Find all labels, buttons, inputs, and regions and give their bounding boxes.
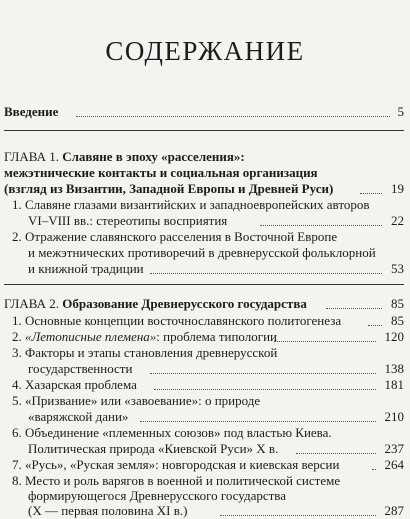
entry-number: 8. — [12, 473, 22, 488]
entry-text: Основные концепции восточнославянского политогенеза — [25, 313, 342, 328]
toc-entry-1-2-line-3 — [28, 261, 404, 277]
section-divider — [4, 284, 404, 285]
toc-entry-2-5-line-2 — [28, 409, 404, 425]
entry-text-italic: «Летописные племена» — [25, 329, 157, 344]
leader-dots — [150, 273, 382, 274]
entry-label: Введение — [4, 104, 59, 119]
entry-text: Славяне глазами византийских и западноевропейских авторов — [25, 197, 370, 212]
toc-entry-1-1-line-2 — [28, 213, 404, 229]
chapter-prefix: ГЛАВА 2. — [4, 296, 63, 311]
entry-number: 6. — [12, 425, 22, 440]
section-divider — [4, 130, 404, 131]
page-number: 120 — [384, 329, 404, 344]
entry-number: 5. — [12, 393, 22, 408]
toc-entry-2-2 — [12, 329, 404, 345]
leader-dots — [274, 341, 376, 342]
chapter-1-title-line-2: межэтнические контакты и социальная организация — [4, 165, 318, 180]
toc-entry-1-2 — [12, 229, 404, 245]
page-number: 85 — [391, 313, 404, 328]
leader-dots — [150, 373, 376, 374]
entry-text: государственности — [28, 361, 133, 376]
toc-entry-2-3-line-2 — [28, 361, 404, 377]
toc-entry-2-6 — [12, 425, 404, 441]
chapter-1-title-line-3 — [4, 181, 404, 197]
chapter-1-heading — [4, 149, 404, 165]
page-number: 22 — [391, 213, 404, 228]
chapter-title-line: Славяне в эпоху «расселения»: — [62, 149, 245, 164]
entry-text: Отражение славянского расселения в Восточной Европе — [25, 229, 338, 244]
toc-entry-2-3 — [12, 345, 404, 361]
toc-entry-1-2-line-2: и межэтнических противоречий в древнерусской фольклорной — [28, 245, 376, 260]
toc-entry-1-1 — [12, 197, 404, 213]
entry-text: и книжной традиции — [28, 261, 144, 276]
toc-entry-introduction — [4, 104, 404, 120]
page-number: 287 — [384, 503, 404, 518]
entry-text: Объединение «племенных союзов» под властью Киева. — [25, 425, 332, 440]
leader-dots — [326, 308, 382, 309]
chapter-2-heading — [4, 296, 404, 312]
leader-dots — [154, 389, 376, 390]
entry-number: 3. — [12, 345, 22, 360]
leader-dots — [368, 325, 382, 326]
entry-text: «Призвание» или «завоевание»: о природе — [25, 393, 261, 408]
leader-dots — [76, 116, 390, 117]
chapter-title-line: Образование Древнерусского государства — [62, 296, 307, 311]
leader-dots — [220, 515, 376, 516]
leader-dots — [372, 469, 376, 470]
page-number: 237 — [384, 441, 404, 456]
toc-entry-2-7 — [12, 457, 404, 473]
entry-number: 1. — [12, 197, 22, 212]
page-number: 85 — [391, 296, 404, 311]
toc-entry-2-1 — [12, 313, 404, 329]
entry-text: Факторы и этапы становления древнерусской — [25, 345, 278, 360]
entry-text: «варяжской дани» — [28, 409, 129, 424]
chapter-title-line: (взгляд из Византии, Западной Европы и Древней Руси) — [4, 181, 334, 196]
toc-entry-2-8 — [12, 473, 404, 489]
page-number: 138 — [384, 361, 404, 376]
toc-entry-2-8-line-3 — [28, 503, 404, 519]
page-number: 5 — [397, 104, 404, 119]
entry-number: 2. — [12, 329, 22, 344]
page-number: 19 — [391, 181, 404, 196]
entry-number: 7. — [12, 457, 22, 472]
leader-dots — [360, 193, 382, 194]
entry-number: 1. — [12, 313, 22, 328]
entry-number: 4. — [12, 377, 22, 392]
leader-dots — [140, 421, 376, 422]
toc-entry-2-4 — [12, 377, 404, 393]
chapter-prefix: ГЛАВА 1. — [4, 149, 63, 164]
page-number: 181 — [384, 377, 404, 392]
entry-text: : проблема типологии — [156, 329, 277, 344]
toc-entry-2-5 — [12, 393, 404, 409]
entry-text: Политическая природа «Киевской Руси» X в. — [28, 441, 279, 456]
entry-text: «Русь», «Руская земля»: новгородская и киевская версии — [25, 457, 340, 472]
entry-text: Хазарская проблема — [25, 377, 137, 392]
page-number: 264 — [384, 457, 404, 472]
page-number: 53 — [391, 261, 404, 276]
page-title: СОДЕРЖАНИЕ — [105, 36, 305, 66]
entry-text: Место и роль варягов в военной и политической системе — [25, 473, 341, 488]
entry-number: 2. — [12, 229, 22, 244]
toc-entry-2-8-line-2: формирующегося Древнерусского государства — [28, 488, 287, 503]
page-number: 210 — [384, 409, 404, 424]
toc-entry-2-6-line-2 — [28, 441, 404, 457]
entry-text: (X — первая половина XI в.) — [28, 503, 188, 518]
leader-dots — [260, 225, 382, 226]
entry-text: VI–VIII вв.: стереотипы восприятия — [28, 213, 228, 228]
leader-dots — [296, 453, 376, 454]
